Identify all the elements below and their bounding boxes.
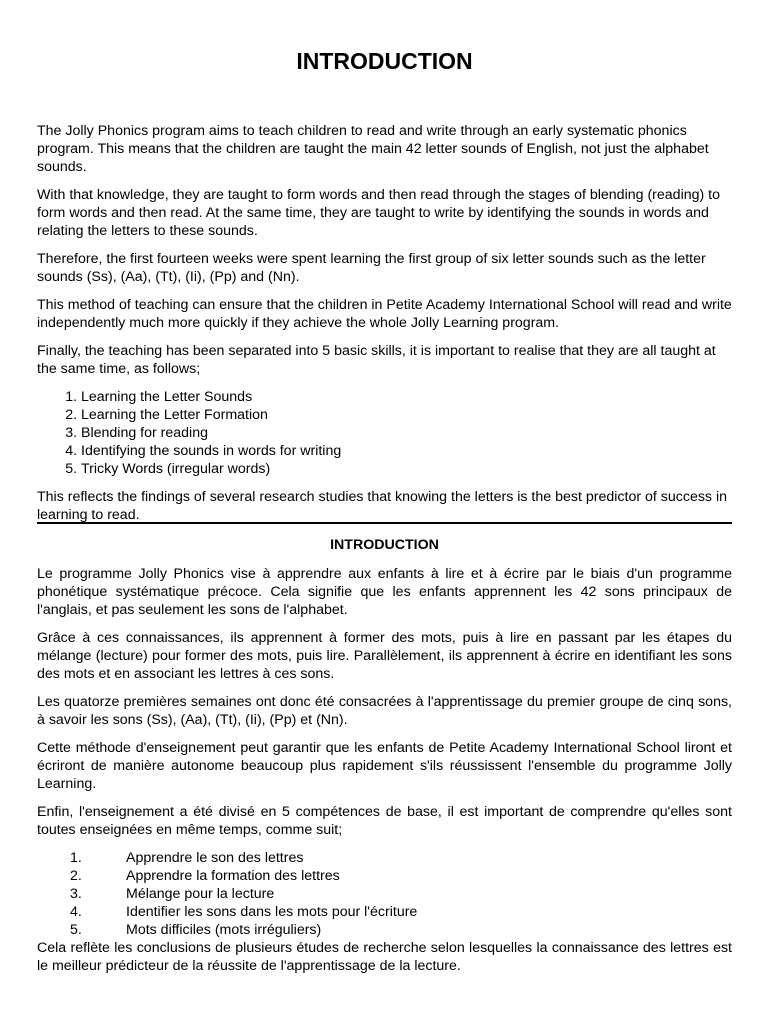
french-section: [37, 536, 732, 985]
english-section: [37, 122, 732, 534]
paragraph: Finally, the teaching has been separated into 5 basic skills, it is important to realise that they are all taught at the same time, as follows;: [37, 343, 716, 377]
page-title: INTRODUCTION: [296, 48, 473, 74]
list-item: 3. Blending for reading: [81, 424, 732, 442]
list-text: Apprendre la formation des lettres: [126, 868, 340, 884]
paragraph: Les quatorze premières semaines ont donc été consacrées à l'apprentissage du premier groupe de cinq sons, à savoir les sons (Ss), (Aa), (Tt), (Ii), (Pp) et (Nn).: [37, 694, 732, 728]
list-item: 5. Tricky Words (irregular words): [81, 460, 732, 478]
paragraph: This method of teaching can ensure that the children in Petite Academy International School will read and write independently much more quickly if they achieve the whole Jolly Learning program.: [37, 297, 732, 331]
section-divider: [37, 522, 732, 524]
list-item: [37, 885, 732, 903]
list-item: [37, 903, 732, 921]
list-item: [37, 867, 732, 885]
list-text: Mélange pour la lecture: [126, 886, 275, 902]
list-item: 4. Identifying the sounds in words for writing: [81, 442, 732, 460]
paragraph: Therefore, the first fourteen weeks were spent learning the first group of six letter sounds such as the letter sounds (Ss), (Aa), (Tt), (Ii), (Pp) and (Nn).: [37, 251, 706, 285]
paragraph: Enfin, l'enseignement a été divisé en 5 compétences de base, il est important de comprendre qu'elles sont toutes enseignées en même temps, comme suit;: [37, 804, 732, 838]
list-item: 1. Learning the Letter Sounds: [81, 388, 732, 406]
list-item: [37, 849, 732, 867]
list-text: Mots difficiles (mots irréguliers): [126, 922, 322, 938]
list-number: 5.: [70, 922, 82, 938]
closing-paragraph: This reflects the findings of several research studies that knowing the letters is the best predictor of success in learning to read.: [37, 489, 728, 523]
section-title: INTRODUCTION: [330, 537, 439, 553]
list-text: Identifier les sons dans les mots pour l'écriture: [126, 904, 418, 920]
list-number: 4.: [70, 904, 82, 920]
list-number: 3.: [70, 886, 82, 902]
paragraph: The Jolly Phonics program aims to teach children to read and write through an early systematic phonics program. This means that the children are taught the main 42 letter sounds of English, not just the alphabet sounds.: [37, 123, 709, 175]
paragraph: With that knowledge, they are taught to form words and then read through the stages of blending (reading) to form words and then read. At the same time, they are taught to write by identifying the sounds in words and relating the letters to these sounds.: [37, 187, 720, 239]
paragraph: Grâce à ces connaissances, ils apprennent à former des mots, puis à lire en passant par les étapes du mélange (lecture) pour former des mots, puis lire. Parallèlement, ils apprennent à écrire en identifiant les sons des mots et en associant les lettres à ces sons.: [37, 630, 732, 682]
skills-list: [37, 849, 732, 939]
list-text: Apprendre le son des lettres: [126, 850, 304, 866]
skills-list: [37, 388, 732, 478]
closing-paragraph: Cela reflète les conclusions de plusieurs études de recherche selon lesquelles la connaissance des lettres est le meilleur prédicteur de la réussite de l'apprentissage de la lecture.: [37, 940, 732, 974]
list-number: 1.: [70, 850, 82, 866]
list-item: 2. Learning the Letter Formation: [81, 406, 732, 424]
paragraph: Le programme Jolly Phonics vise à apprendre aux enfants à lire et à écrire par le biais d'un programme phonétique systématique précoce. Cela signifie que les enfants apprennent les 42 sons principaux de l'anglais, et pas seulement les sons de l'alphabet.: [37, 566, 732, 618]
list-item: [37, 921, 732, 939]
paragraph: Cette méthode d'enseignement peut garantir que les enfants de Petite Academy International School liront et écriront de manière autonome beaucoup plus rapidement s'ils réussissent l'ensemble du programme Jolly Learning.: [37, 740, 732, 792]
list-number: 2.: [70, 868, 82, 884]
